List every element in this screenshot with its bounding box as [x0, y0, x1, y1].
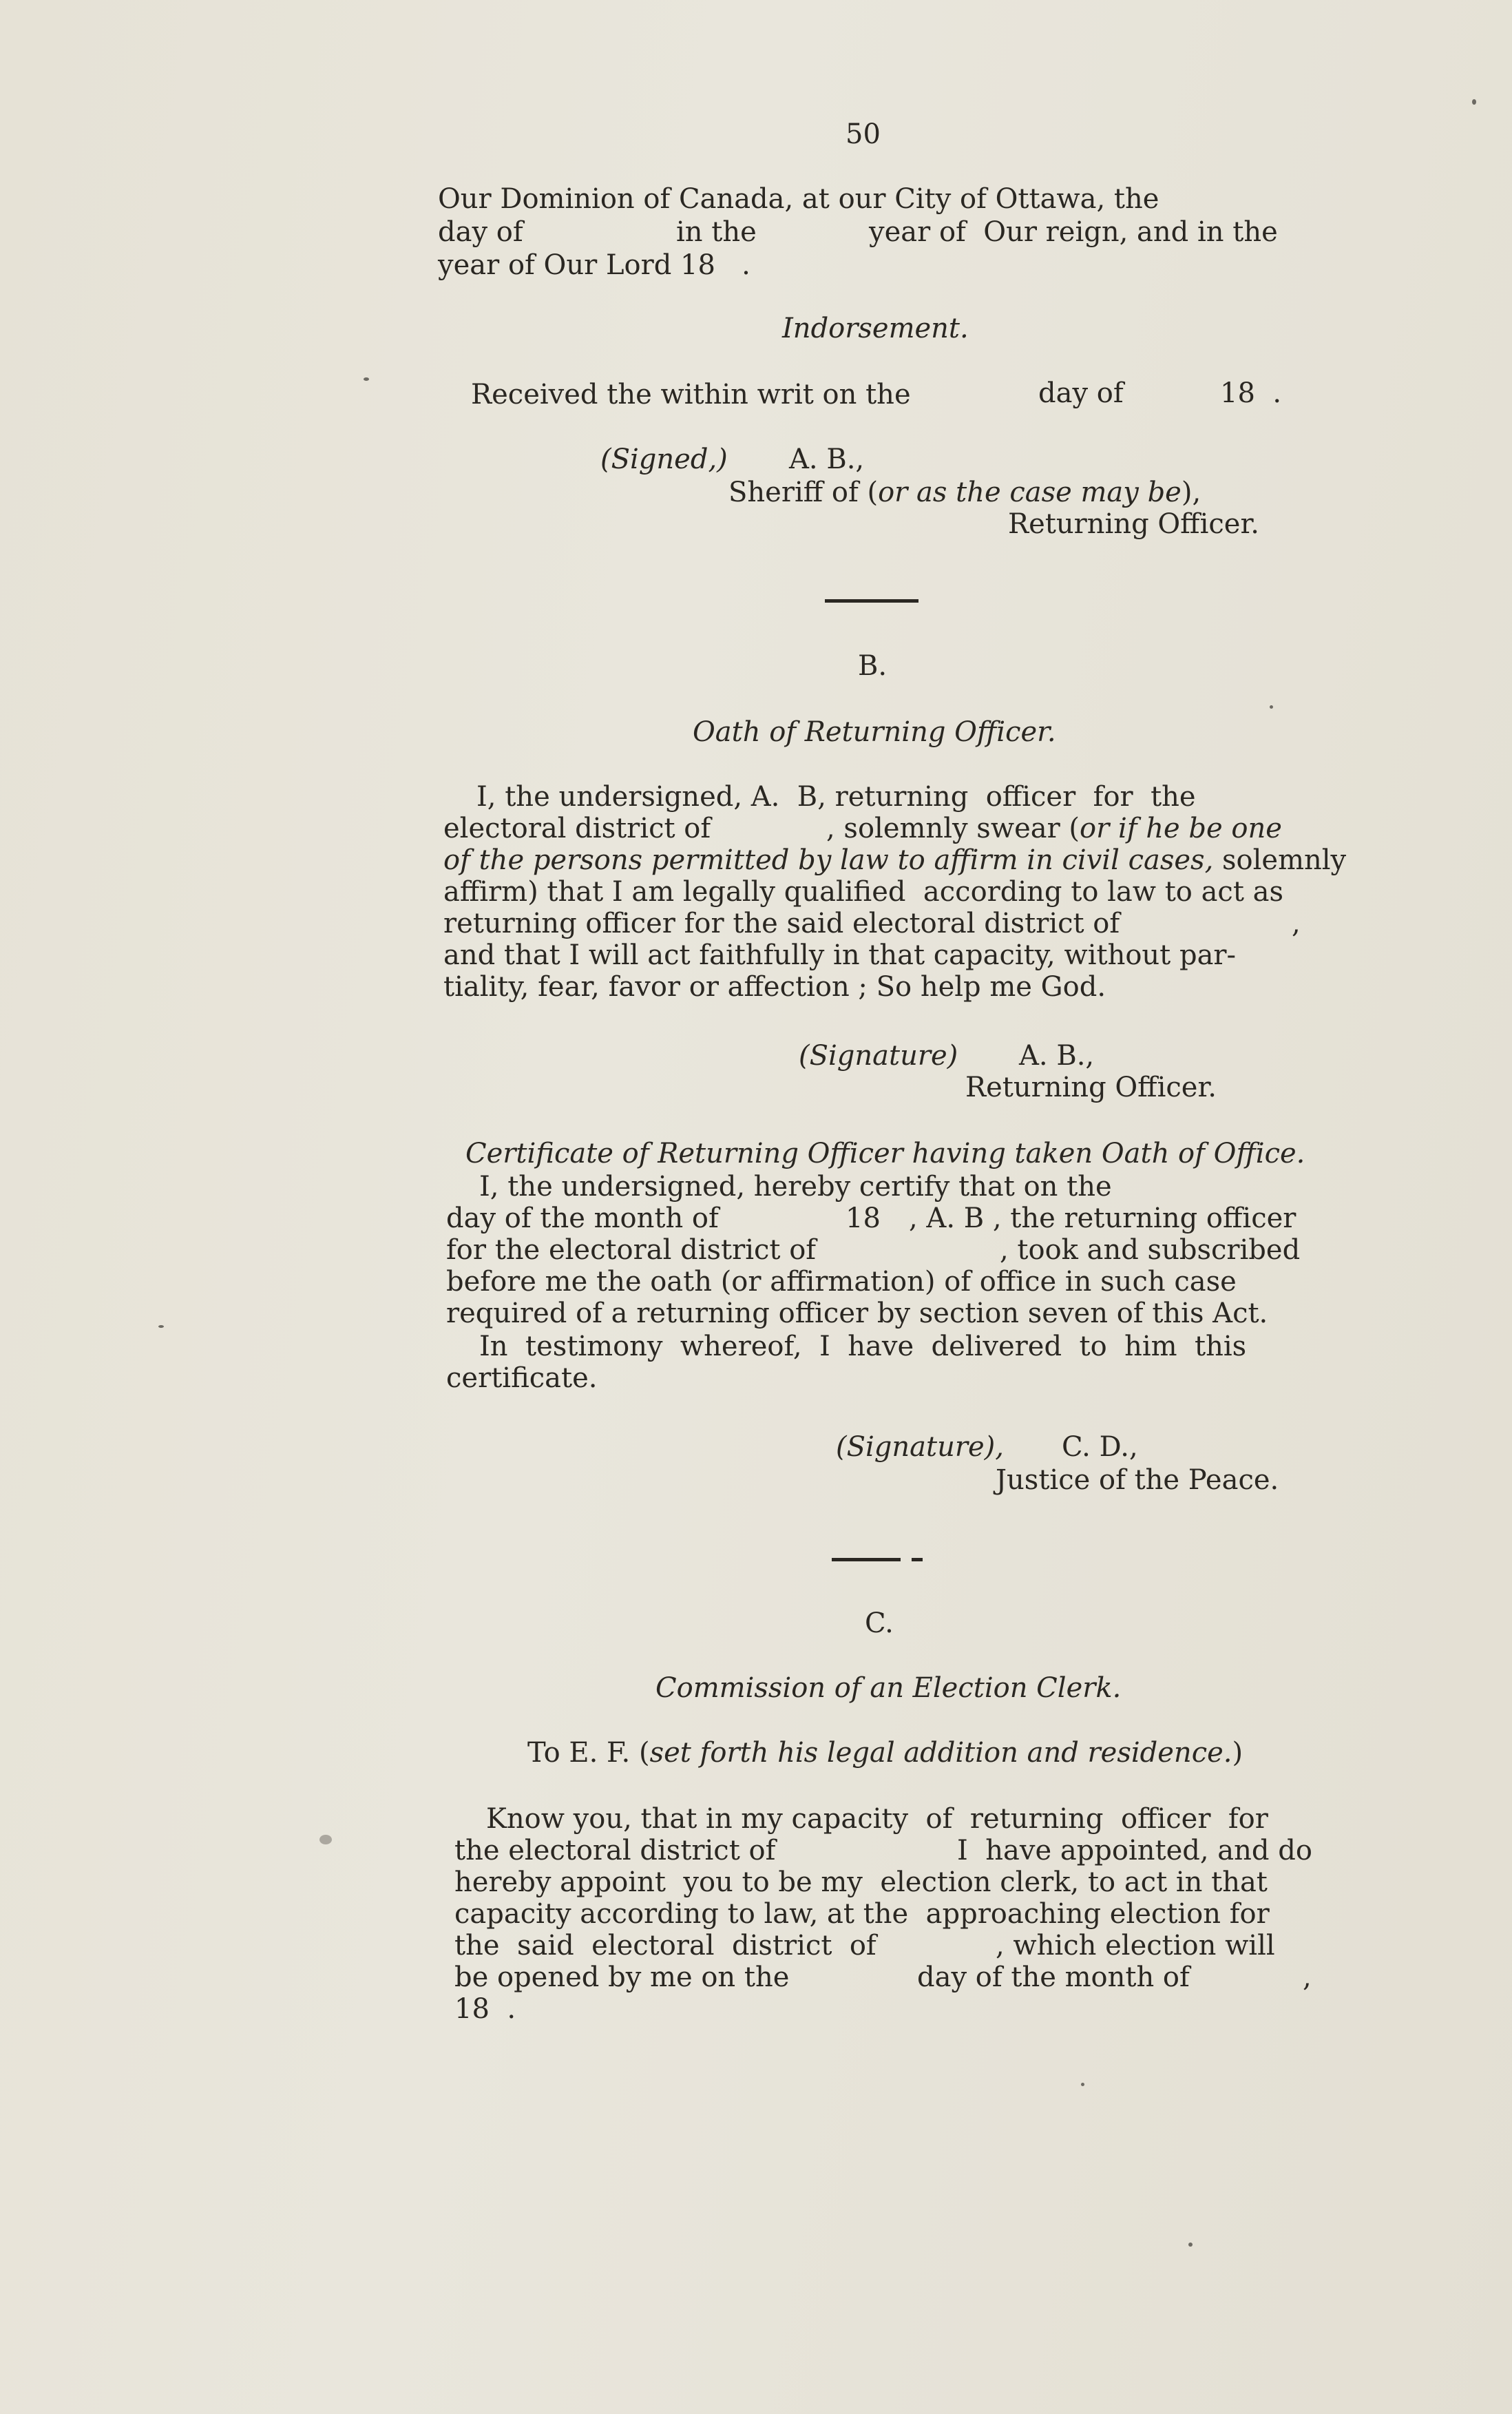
cert-line-7: certificate. — [446, 1362, 598, 1394]
jp-signature-name: C. D., — [1062, 1431, 1138, 1463]
signature-title: Returning Officer. — [965, 1072, 1217, 1103]
cert-line-2c: , A. B , the returning officer — [909, 1203, 1296, 1234]
sheriff-line: Sheriff of (or as the case may be), — [728, 477, 1201, 508]
signature-label: (Signature) — [799, 1040, 958, 1072]
commission-line-4: capacity according to law, at the approaching election for — [454, 1898, 1270, 1930]
oath-line-1: I, the undersigned, A. B, returning officer for the — [476, 781, 1196, 813]
commission-line-7: 18 . — [454, 1993, 516, 2025]
paper-speck — [1270, 705, 1273, 709]
cert-line-6: In testimony whereof, I have delivered to him this — [479, 1331, 1247, 1362]
writ-line-1: Our Dominion of Canada, at our City of Ottawa, the — [438, 183, 1159, 215]
section-divider — [832, 1558, 901, 1561]
paper-speck — [1081, 2083, 1084, 2086]
jp-signature-label: (Signature), — [836, 1431, 1004, 1463]
section-c-letter: C. — [865, 1607, 894, 1639]
paper-speck — [158, 1325, 164, 1328]
oath-line-2: , solemnly swear (or if he be one — [826, 813, 1282, 844]
paper-speck — [319, 1835, 332, 1844]
section-divider — [825, 599, 918, 603]
section-b-letter: B. — [858, 650, 888, 682]
oath-line-5b: , — [1292, 908, 1301, 939]
cert-line-2a: day of the month of — [446, 1203, 719, 1234]
cert-line-5: required of a returning officer by section seven of this Act. — [446, 1298, 1268, 1329]
commission-line-6b: day of the month of — [917, 1962, 1190, 1993]
commission-line-1: Know you, that in my capacity of returning officer for — [486, 1803, 1268, 1835]
commission-line-5a: the said electoral district of — [454, 1930, 876, 1962]
oath-line-4: affirm) that I am legally qualified according to law to act as — [443, 876, 1283, 908]
commission-line-6c: , — [1303, 1962, 1312, 1993]
signed-label: (Signed,) — [600, 444, 728, 475]
commission-line-5b: , which election will — [996, 1930, 1275, 1962]
received-year: 18 . — [1220, 377, 1282, 409]
commission-heading: Commission of an Election Clerk. — [655, 1672, 1122, 1704]
paper-speck — [1472, 99, 1476, 105]
indorsement-heading: Indorsement. — [782, 313, 969, 344]
certificate-heading: Certificate of Returning Officer having taken Oath of Office. — [465, 1138, 1305, 1169]
oath-line-7: tiality, fear, favor or affection ; So help me God. — [443, 971, 1106, 1003]
commission-to-line: To E. F. (set forth his legal addition and residence.) — [527, 1737, 1243, 1769]
oath-heading: Oath of Returning Officer. — [693, 716, 1056, 748]
signed-name: A. B., — [789, 444, 865, 475]
paper-speck — [364, 377, 369, 381]
writ-line-2b: in the — [676, 216, 757, 248]
received-day-of: day of — [1038, 377, 1124, 409]
cert-line-1: I, the undersigned, hereby certify that on the — [479, 1171, 1112, 1203]
writ-line-3: year of Our Lord 18 . — [438, 249, 750, 281]
commission-line-6a: be opened by me on the — [454, 1962, 790, 1993]
signature-name: A. B., — [1019, 1040, 1095, 1072]
writ-line-2c: year of Our reign, and in the — [869, 216, 1278, 248]
commission-line-2b: I have appointed, and do — [957, 1835, 1312, 1866]
cert-line-3a: for the electoral district of — [446, 1234, 817, 1266]
commission-line-3: hereby appoint you to be my election clerk, to act in that — [454, 1866, 1268, 1898]
cert-line-3b: , took and subscribed — [1000, 1234, 1301, 1266]
section-divider-dash — [912, 1558, 923, 1561]
oath-line-3: of the persons permitted by law to affirm in civil cases, solemnly — [443, 844, 1347, 876]
writ-line-2a: day of — [438, 216, 523, 248]
oath-line-6: and that I will act faithfully in that capacity, without par- — [443, 939, 1237, 971]
paper-speck — [1188, 2243, 1193, 2247]
oath-line-5a: returning officer for the said electoral district of — [443, 908, 1120, 939]
received-text: Received the within writ on the — [471, 379, 911, 410]
commission-line-2a: the electoral district of — [454, 1835, 776, 1866]
returning-officer-title: Returning Officer. — [1008, 508, 1259, 540]
oath-line-2a: electoral district of — [443, 813, 711, 844]
page-number: 50 — [846, 118, 881, 150]
cert-line-2b: 18 — [846, 1203, 881, 1234]
cert-line-4: before me the oath (or affirmation) of office in such case — [446, 1266, 1237, 1298]
jp-title: Justice of the Peace. — [996, 1464, 1279, 1496]
